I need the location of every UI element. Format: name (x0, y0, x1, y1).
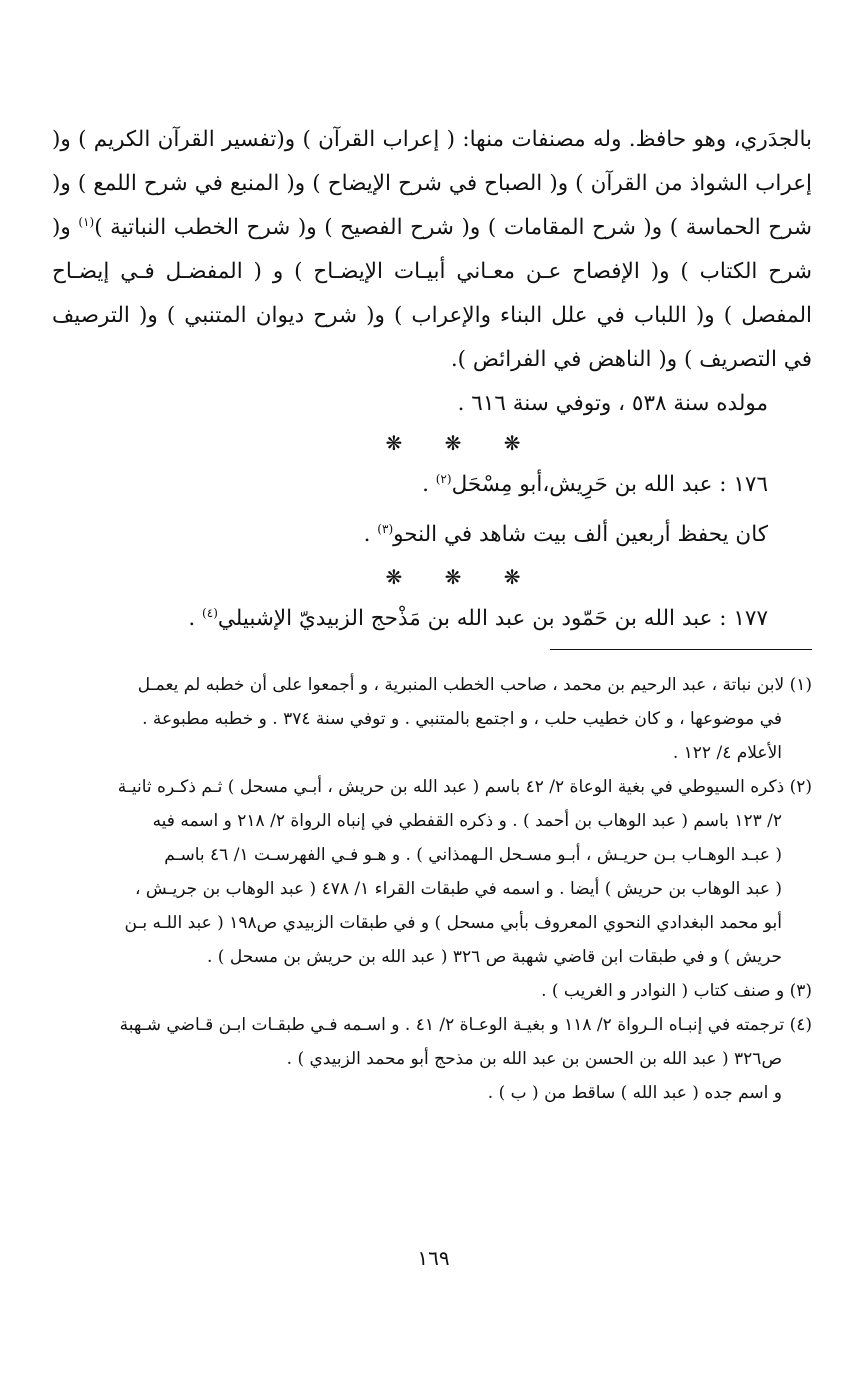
footnote-4 (52, 1008, 812, 1110)
separator-stars-2: ❋ ❋ ❋ (385, 565, 539, 589)
entry-176-text: كان يحفظ أربعين ألف بيت شاهد في النحو (393, 522, 768, 547)
footnote-3-line-1: (٣) و صنف كتاب ( النوادر و الغريب ) . (541, 981, 812, 1001)
entry-176-title (52, 460, 812, 510)
entry-177-heading: ١٧٧ : عبد الله بن حَمّود بن عبد الله بن مَذْحج الزبيديّ الإشبيلي (217, 606, 768, 631)
footnote-4-line-1: (٤) ترجمته في إنبـاه الـرواة ٢/ ١١٨ و بغيـة الوعـاة ٢/ ٤١ . و اسـمه فـي طبقـات ابـن قـاضي شـهبة (119, 1015, 812, 1035)
paragraph-works-part2: و( شرح الكتاب ) و( الإفصاح عـن معـاني أبيـات الإيضـاح ) و ( المفضـل فـي إيضـاح المفصل ) و( اللباب في علل البناء والإعراب ) و( شرح ديوان المتنبي ) و( الترصيف في التصريف ) و( الناهض في الفرائض ). (52, 215, 812, 372)
paragraph-works-part1: بالجدَري، وهو حافظ. وله مصنفات منها: ( إعراب القرآن ) و(تفسير القرآن الكريم ) و( إعراب الشواذ من القرآن ) و( الصباح في شرح الإيضاح ) و( المنبع في شرح اللمع ) و( شرح الحماسة ) و( شرح المقامات ) و( شرح الفصيح ) و( شرح الخطب النباتية ) (52, 127, 813, 240)
footnote-2 (52, 770, 812, 974)
footnote-ref-1[interactable]: (١) (78, 214, 95, 229)
footnote-4-line-3: و اسم جده ( عبد الله ) ساقط من ( ب ) . (487, 1083, 782, 1103)
main-text (52, 118, 812, 644)
paragraph-works (52, 118, 812, 382)
footnote-2-line-5: أبو محمد البغدادي النحوي المعروف بأبي مسحل ) و في طبقات الزبيدي ص١٩٨ ( عبد اللـه بـن (124, 913, 782, 933)
footnote-ref-2[interactable]: (٢) (435, 471, 452, 486)
footnote-2-line-3: ( عبـد الوهـاب بـن حريـش ، أبـو مسـحل الـهمذاني ) . و هـو فـي الفهرسـت ١/ ٤٦ باسـم (164, 845, 782, 865)
entry-176-text-end: . (363, 522, 378, 547)
entry-176-heading: ١٧٦ : عبد الله بن حَرِيش،أبو مِسْحَل (451, 472, 768, 497)
footnote-2-line-2: ٢/ ١٢٣ باسم ( عبد الوهاب بن أحمد ) . و ذكره القفطي في إنباه الرواة ٢/ ٢١٨ و اسمه فيه (152, 811, 782, 831)
footnote-1-line-2: في موضوعها ، و كان خطيب حلب ، و اجتمع بالمتنبي . و توفي سنة ٣٧٤ . و خطبه مطبوعة . (142, 709, 782, 729)
footnote-2-line-1: (٢) ذكره السيوطي في بغية الوعاة ٢/ ٤٢ باسم ( عبد الله بن حريش ، أبـي مسحل ) ثـم ذكـره ثانيـة (117, 777, 812, 797)
footnote-2-line-4: ( عبد الوهاب بن حريش ) أيضا . و اسمه في طبقات القراء ١/ ٤٧٨ ( عبد الوهاب بن جريـش ، (135, 879, 782, 899)
entry-176-body (52, 510, 812, 560)
footnote-2-line-6: حريش ) و في طبقات ابن قاضي شهبة ص ٣٢٦ ( عبد الله بن حريش بن مسحل ) . (206, 947, 782, 967)
footnote-1 (52, 668, 812, 770)
footnote-3 (52, 974, 812, 1008)
footnote-divider (550, 649, 812, 650)
birth-death-line: مولده سنة ٥٣٨ ، وتوفي سنة ٦١٦ . (457, 391, 768, 416)
footnotes-section (52, 668, 812, 1110)
entry-177-heading-end: . (188, 606, 203, 631)
entry-177-title (52, 594, 812, 644)
footnote-ref-3[interactable]: (٣) (377, 521, 394, 536)
footnote-1-line-3: الأعلام ٤/ ١٢٢ . (672, 743, 782, 763)
page-number: ١٦٩ (417, 1246, 450, 1270)
separator-stars-1: ❋ ❋ ❋ (385, 431, 539, 455)
footnote-1-line-1: (١) لابن نباتة ، عبد الرحيم بن محمد ، صاحب الخطب المنبرية ، و أجمعوا على أن خطبه لم يعمـل (137, 675, 812, 695)
footnote-ref-4[interactable]: (٤) (202, 605, 218, 620)
entry-176-heading-end: . (422, 472, 436, 497)
footnote-4-line-2: ص٣٢٦ ( عبد الله بن الحسن بن عبد الله بن مذحج أبو محمد الزبيدي ) . (286, 1049, 782, 1069)
